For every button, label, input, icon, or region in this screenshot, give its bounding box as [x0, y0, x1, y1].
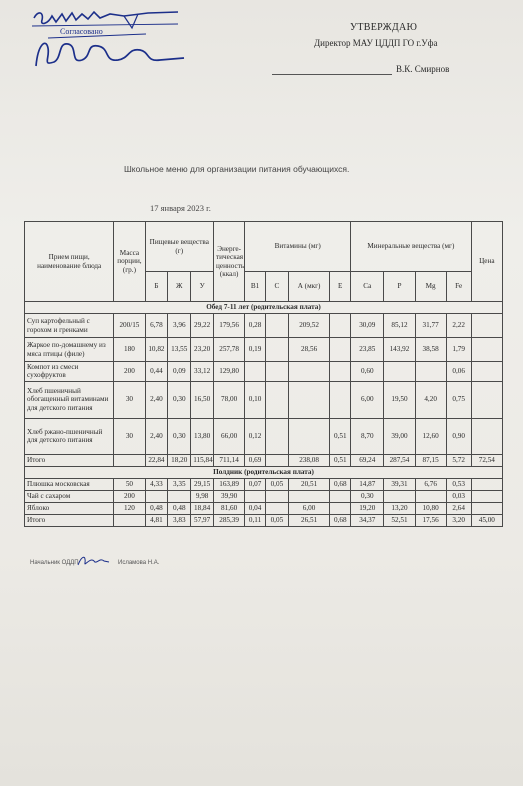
table-cell: 0,05 — [265, 478, 288, 490]
total-cell: 26,51 — [288, 514, 330, 526]
table-cell — [330, 314, 351, 338]
table-cell — [330, 381, 351, 418]
table-cell: 0,30 — [168, 381, 191, 418]
table-cell: 28,56 — [288, 338, 330, 362]
table-cell: 0,68 — [330, 478, 351, 490]
dish-name: Жаркое по-домашнему из мяса птицы (филе) — [25, 338, 114, 362]
table-cell — [471, 418, 502, 454]
header-minerals: Минеральные вещества (мг) — [351, 222, 471, 272]
table-cell — [415, 362, 446, 382]
total-cell: 45,00 — [471, 514, 502, 526]
table-cell — [471, 478, 502, 490]
table-cell — [384, 362, 415, 382]
table-cell: 16,50 — [191, 381, 214, 418]
header-fe: Fe — [446, 272, 471, 302]
table-cell: 0,51 — [330, 418, 351, 454]
table-cell: 200 — [114, 362, 145, 382]
table-cell: 129,80 — [214, 362, 245, 382]
table-cell: 6,00 — [288, 502, 330, 514]
table-cell — [330, 362, 351, 382]
table-cell: 6,00 — [351, 381, 384, 418]
section-row — [25, 302, 503, 314]
table-cell: 0,03 — [446, 490, 471, 502]
table-cell: 39,31 — [384, 478, 415, 490]
table-cell: 0,06 — [446, 362, 471, 382]
dish-name: Компот из смеси сухофруктов — [25, 362, 114, 382]
table-cell — [471, 338, 502, 362]
total-cell: 4,81 — [145, 514, 168, 526]
table-cell — [265, 418, 288, 454]
total-cell — [114, 514, 145, 526]
header-b: Б — [145, 272, 168, 302]
table-cell — [288, 362, 330, 382]
table-cell: 0,48 — [168, 502, 191, 514]
header-vitamins: Витамины (мг) — [245, 222, 351, 272]
table-cell: 39,90 — [214, 490, 245, 502]
footer-signature — [76, 553, 110, 569]
table-cell — [471, 362, 502, 382]
total-row — [25, 514, 503, 526]
table-cell: 2,64 — [446, 502, 471, 514]
dish-name: Суп картофельный с горохом и гренками — [25, 314, 114, 338]
total-cell: 57,97 — [191, 514, 214, 526]
table-cell — [288, 418, 330, 454]
footer-label: Начальник ОДДП — [30, 560, 79, 566]
total-cell: 0,11 — [245, 514, 266, 526]
table-cell — [265, 314, 288, 338]
approve-title: УТВЕРЖДАЮ — [350, 22, 418, 33]
table-cell: 31,77 — [415, 314, 446, 338]
menu-date: 17 января 2023 г. — [150, 203, 211, 213]
table-cell: 18,84 — [191, 502, 214, 514]
total-cell: 69,24 — [351, 454, 384, 466]
table-cell — [288, 381, 330, 418]
table-cell: 0,04 — [245, 502, 266, 514]
total-cell: 52,51 — [384, 514, 415, 526]
table-cell — [471, 314, 502, 338]
table-cell: 257,78 — [214, 338, 245, 362]
header-mg: Mg — [415, 272, 446, 302]
dish-name: Хлеб пшеничный обогащенный витаминами для детского питания — [25, 381, 114, 418]
table-cell: 200/15 — [114, 314, 145, 338]
table-cell — [265, 490, 288, 502]
table-cell — [168, 490, 191, 502]
header-ca: Ca — [351, 272, 384, 302]
total-cell: 238,08 — [288, 454, 330, 466]
table-cell: 6,78 — [145, 314, 168, 338]
total-row — [25, 454, 503, 466]
table-cell: 78,00 — [214, 381, 245, 418]
header-e: Е — [330, 272, 351, 302]
footer-name: Исламова Н.А. — [118, 560, 160, 566]
table-cell: 85,12 — [384, 314, 415, 338]
total-cell — [265, 454, 288, 466]
dish-name: Чай с сахаром — [25, 490, 114, 502]
total-cell: 0,69 — [245, 454, 266, 466]
table-cell — [384, 490, 415, 502]
table-cell: 23,85 — [351, 338, 384, 362]
table-cell: 81,60 — [214, 502, 245, 514]
header-c: C — [265, 272, 288, 302]
table-cell: 3,35 — [168, 478, 191, 490]
table-row — [25, 478, 503, 490]
total-cell: 3,20 — [446, 514, 471, 526]
table-cell: 39,00 — [384, 418, 415, 454]
table-cell: 163,89 — [214, 478, 245, 490]
table-cell — [288, 490, 330, 502]
table-cell — [265, 381, 288, 418]
table-cell: 30,09 — [351, 314, 384, 338]
total-cell: 17,56 — [415, 514, 446, 526]
table-cell: 0,48 — [145, 502, 168, 514]
table-cell: 179,56 — [214, 314, 245, 338]
total-cell: 3,83 — [168, 514, 191, 526]
table-cell — [245, 362, 266, 382]
table-cell: 0,12 — [245, 418, 266, 454]
table-cell — [415, 490, 446, 502]
table-cell — [265, 338, 288, 362]
approve-role: Директор МАУ ЦДДП ГО г.Уфа — [314, 38, 438, 48]
header-meal: Прием пищи, наименование блюда — [25, 222, 114, 302]
table-cell: 29,15 — [191, 478, 214, 490]
table-row — [25, 502, 503, 514]
table-cell — [265, 502, 288, 514]
total-cell: 5,72 — [446, 454, 471, 466]
header-mass: Масса порции, (гр.) — [114, 222, 145, 302]
table-cell: 0,90 — [446, 418, 471, 454]
table-cell: 13,20 — [384, 502, 415, 514]
total-cell — [114, 454, 145, 466]
total-cell: 115,84 — [191, 454, 214, 466]
table-cell: 0,44 — [145, 362, 168, 382]
menu-title: Школьное меню для организации питания обучающихся. — [124, 164, 350, 174]
header-zh: Ж — [168, 272, 191, 302]
table-cell: 50 — [114, 478, 145, 490]
table-cell: 20,51 — [288, 478, 330, 490]
table-cell: 12,60 — [415, 418, 446, 454]
table-cell: 2,40 — [145, 381, 168, 418]
table-cell: 0,30 — [351, 490, 384, 502]
table-cell: 209,52 — [288, 314, 330, 338]
menu-table — [24, 221, 503, 527]
table-cell: 2,22 — [446, 314, 471, 338]
header-nutrients: Пищевые вещества (г) — [145, 222, 214, 272]
total-cell: 22,84 — [145, 454, 168, 466]
table-cell: 13,80 — [191, 418, 214, 454]
total-cell: 287,54 — [384, 454, 415, 466]
table-cell — [330, 338, 351, 362]
total-label: Итого — [25, 514, 114, 526]
table-row — [25, 314, 503, 338]
total-cell: 18,20 — [168, 454, 191, 466]
table-cell — [471, 490, 502, 502]
table-cell: 19,20 — [351, 502, 384, 514]
table-cell — [330, 502, 351, 514]
table-cell: 0,28 — [245, 314, 266, 338]
header-b1: B1 — [245, 272, 266, 302]
signature-line — [272, 64, 392, 75]
table-cell: 0,75 — [446, 381, 471, 418]
total-cell: 0,05 — [265, 514, 288, 526]
section-title: Обед 7-11 лет (родительская плата) — [25, 302, 503, 314]
total-label: Итого — [25, 454, 114, 466]
table-cell: 10,80 — [415, 502, 446, 514]
table-cell: 38,58 — [415, 338, 446, 362]
table-cell: 9,98 — [191, 490, 214, 502]
table-cell: 0,60 — [351, 362, 384, 382]
table-cell: 6,76 — [415, 478, 446, 490]
header-p: P — [384, 272, 415, 302]
table-cell: 23,20 — [191, 338, 214, 362]
table-row — [25, 418, 503, 454]
table-cell: 1,79 — [446, 338, 471, 362]
table-cell: 66,00 — [214, 418, 245, 454]
header-energy: Энерге-тическая ценность (ккал) — [214, 222, 245, 302]
table-cell: 30 — [114, 418, 145, 454]
table-cell: 29,22 — [191, 314, 214, 338]
stamp-text: Согласовано — [60, 27, 103, 36]
total-cell: 0,51 — [330, 454, 351, 466]
table-cell: 120 — [114, 502, 145, 514]
table-cell: 0,19 — [245, 338, 266, 362]
total-cell: 72,54 — [471, 454, 502, 466]
table-cell — [265, 362, 288, 382]
total-cell: 711,14 — [214, 454, 245, 466]
table-row — [25, 381, 503, 418]
header-price: Цена — [471, 222, 502, 302]
table-row — [25, 490, 503, 502]
table-cell — [145, 490, 168, 502]
table-row — [25, 338, 503, 362]
header-a: А (мкг) — [288, 272, 330, 302]
approve-name: В.К. Смирнов — [396, 64, 450, 74]
table-cell — [330, 490, 351, 502]
total-cell: 0,68 — [330, 514, 351, 526]
table-cell: 200 — [114, 490, 145, 502]
table-cell: 180 — [114, 338, 145, 362]
table-cell: 143,92 — [384, 338, 415, 362]
table-cell: 0,53 — [446, 478, 471, 490]
table-cell: 0,30 — [168, 418, 191, 454]
table-cell — [245, 490, 266, 502]
approval-signature-stamp — [28, 4, 203, 76]
table-cell: 0,07 — [245, 478, 266, 490]
section-row — [25, 466, 503, 478]
table-cell: 0,09 — [168, 362, 191, 382]
dish-name: Яблоко — [25, 502, 114, 514]
table-cell: 13,55 — [168, 338, 191, 362]
table-cell: 33,12 — [191, 362, 214, 382]
table-cell — [471, 502, 502, 514]
table-cell: 0,10 — [245, 381, 266, 418]
total-cell: 87,15 — [415, 454, 446, 466]
table-cell: 8,70 — [351, 418, 384, 454]
table-cell: 30 — [114, 381, 145, 418]
table-cell: 14,87 — [351, 478, 384, 490]
table-cell: 2,40 — [145, 418, 168, 454]
table-cell: 19,50 — [384, 381, 415, 418]
table-cell — [471, 381, 502, 418]
total-cell: 285,39 — [214, 514, 245, 526]
total-cell: 34,37 — [351, 514, 384, 526]
dish-name: Хлеб ржано-пшеничный для детского питания — [25, 418, 114, 454]
dish-name: Плюшка московская — [25, 478, 114, 490]
header-u: У — [191, 272, 214, 302]
table-row — [25, 362, 503, 382]
section-title: Полдник (родительская плата) — [25, 466, 503, 478]
table-cell: 10,82 — [145, 338, 168, 362]
table-cell: 3,96 — [168, 314, 191, 338]
menu-table-body — [25, 302, 503, 527]
table-cell: 4,33 — [145, 478, 168, 490]
table-cell: 4,20 — [415, 381, 446, 418]
